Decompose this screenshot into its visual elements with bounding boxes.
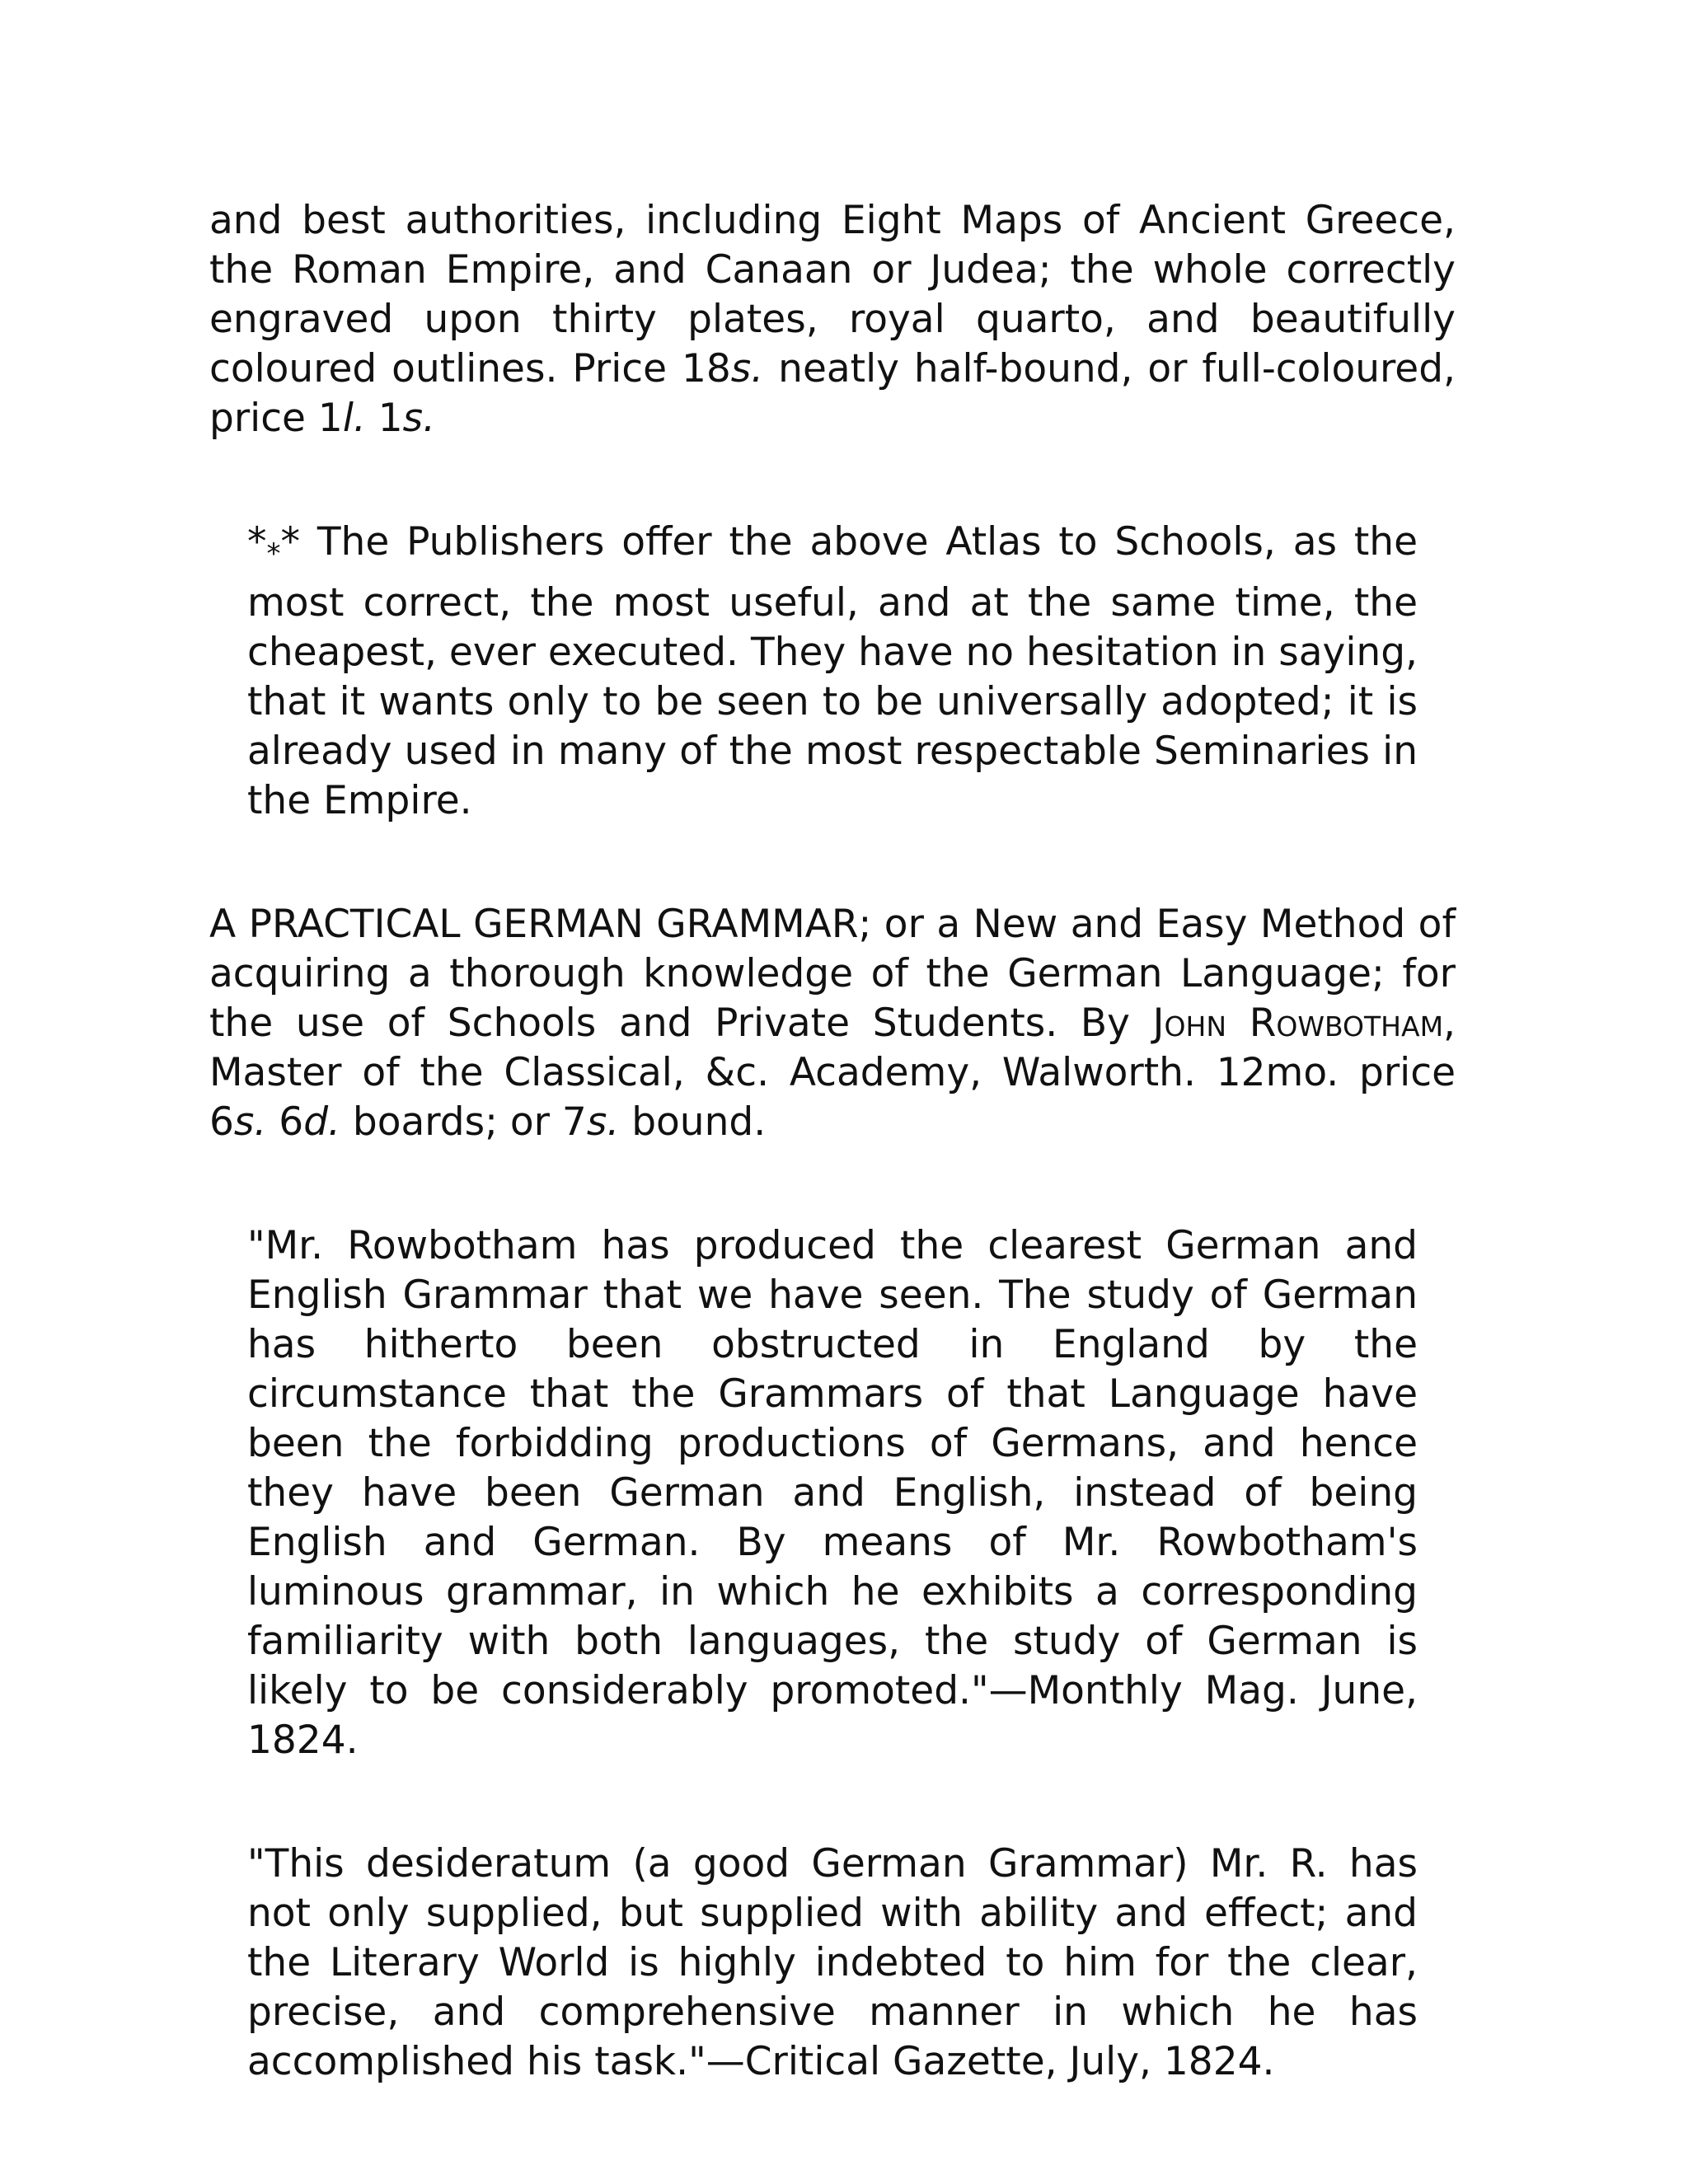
atlas-note-text: The Publishers offer the above Atlas to Schools, as the most correct, the most useful, and at the same time, the cheapest, ever executed. They have no hesitation in saying, that it wants only to be seen to be universally adopted; it is already used in many of the most respectable Seminaries in the Empire. bbox=[247, 519, 1418, 823]
asterism-star-1: * bbox=[247, 519, 267, 565]
asterism-star-2: * bbox=[266, 537, 281, 570]
atlas-text-2: neatly half-bound, or full-coloured, price 1 bbox=[209, 346, 1456, 441]
atlas-italic-2: l. bbox=[342, 396, 366, 441]
atlas-text-1: and best authorities, including Eight Maps of Ancient Greece, the Roman Empire, and Canaan or Judea; the whole correctly engraved upon thirty plates, royal quarto, and beautifully coloured outlines. Price 18 bbox=[209, 198, 1456, 391]
atlas-text-3: 1 bbox=[365, 396, 403, 441]
asterism-star-3: * bbox=[280, 519, 300, 565]
grammar-text-3: 6 bbox=[266, 1099, 304, 1145]
grammar-text-2: , Master of the Classical, &c. Academy, Walworth. 12mo. price 6 bbox=[209, 1001, 1456, 1145]
critical-gazette-review: "This desideratum (a good German Grammar) Mr. R. has not only supplied, but supplied with ability and effect; and the Literary World is highly indebted to him for the clear, precise, and comprehensive manner in which he has accomplished his task."—Critical Gazette, July, 1824. bbox=[247, 1841, 1418, 2084]
grammar-text-5: bound. bbox=[619, 1099, 767, 1145]
author-name: John Rowbotham bbox=[1152, 1001, 1444, 1046]
german-grammar-paragraph bbox=[209, 900, 1456, 1147]
atlas-italic-1: s. bbox=[730, 346, 764, 391]
grammar-italic-3: s. bbox=[586, 1099, 620, 1145]
grammar-italic-2: d. bbox=[303, 1099, 340, 1145]
monthly-mag-review: "Mr. Rowbotham has produced the clearest German and English Grammar that we have seen. The study of German has hitherto been obstructed in England by the circumstance that the Grammars of that Language have been the forbidding productions of Germans, and hence they have been German and English, instead of being English and German. By means of Mr. Rowbotham's luminous grammar, in which he exhibits a corresponding familiarity with both languages, the study of German is likely to be considerably promoted."—Monthly Mag. June, 1824. bbox=[247, 1223, 1418, 1763]
atlas-description-paragraph bbox=[209, 196, 1456, 443]
atlas-italic-3: s. bbox=[402, 396, 436, 441]
grammar-text-1: A PRACTICAL GERMAN GRAMMAR; or a New and Easy Method of acquiring a thorough knowledge of the German Language; for the use of Schools and Private Students. By bbox=[209, 902, 1456, 1046]
grammar-italic-1: s. bbox=[233, 1099, 267, 1145]
atlas-publishers-note bbox=[247, 518, 1418, 826]
page-body bbox=[209, 196, 1456, 2087]
grammar-text-4: boards; or 7 bbox=[340, 1099, 587, 1145]
